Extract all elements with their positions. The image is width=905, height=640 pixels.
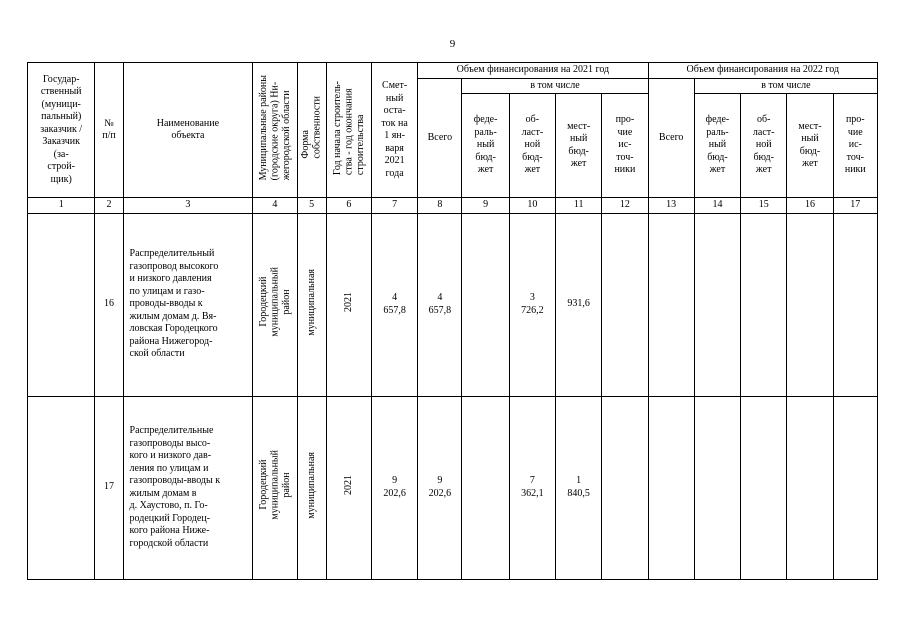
local-2022-value [787, 213, 833, 396]
column-number: 5 [297, 198, 326, 214]
header-federal-2021: феде- раль- ный бюд- жет [462, 94, 509, 198]
header-federal-2022: феде- раль- ный бюд- жет [694, 94, 740, 198]
object-name: Распределительные газопроводы высо- кого и низкого дав- ления по улицам и газопроводы-вводы к жилым домам в д. Хаустово, п. Го- родецкий Городец- кого района Ниже- городской области [123, 396, 253, 579]
header-district-text: Муниципальные районы (городские округа) Ни- жегородской области [257, 75, 292, 181]
years-text: 2021 [343, 292, 355, 313]
header-other-2022: про- чие ис- точ- ники [833, 94, 877, 198]
regional-2021-value: 3 726,2 [509, 213, 555, 396]
column-number: 12 [602, 198, 648, 214]
years-text: 2021 [343, 475, 355, 496]
ownership-text: муниципальная [305, 268, 317, 336]
federal-2021-value [462, 213, 509, 396]
regional-2022-value [741, 213, 787, 396]
ownership-cell [297, 396, 326, 579]
total-2022-value [648, 213, 694, 396]
local-2021-value: 1 840,5 [556, 396, 602, 579]
column-number: 10 [509, 198, 555, 214]
regional-2022-value [741, 396, 787, 579]
header-local-2021: мест- ный бюд- жет [556, 94, 602, 198]
other-2021-value [602, 213, 648, 396]
years-cell [326, 396, 371, 579]
district-cell [253, 396, 297, 579]
page-number: 9 [449, 38, 456, 50]
column-number: 6 [326, 198, 371, 214]
table-row [28, 213, 878, 396]
customer-cell [28, 213, 95, 396]
header-including-2022: в том числе [694, 78, 877, 94]
other-2022-value [833, 396, 877, 579]
column-number: 3 [123, 198, 253, 214]
header-regional-2021: об- ласт- ной бюд- жет [509, 94, 555, 198]
header-including-2021: в том числе [462, 78, 648, 94]
federal-2022-value [694, 396, 740, 579]
header-other-2021: про- чие ис- точ- ники [602, 94, 648, 198]
customer-cell [28, 396, 95, 579]
header-fin-2021: Объем финансирования на 2021 год [418, 63, 648, 79]
header-estimate: Смет- ный оста- ток на 1 ян- варя 2021 года [371, 63, 417, 198]
federal-2022-value [694, 213, 740, 396]
header-fin-2022: Объем финансирования на 2022 год [648, 63, 877, 79]
header-customer: Государ- ственный (муници- пальный) заказчик / Заказчик (за- строй- щик) [28, 63, 95, 198]
column-number-row [28, 198, 878, 214]
column-number: 8 [418, 198, 462, 214]
header-ownership [297, 63, 326, 198]
column-number: 7 [371, 198, 417, 214]
federal-2021-value [462, 396, 509, 579]
column-number: 14 [694, 198, 740, 214]
local-2022-value [787, 396, 833, 579]
estimate-value: 9 202,6 [371, 396, 417, 579]
table-row [28, 396, 878, 579]
header-total-2022: Всего [648, 78, 694, 198]
header-regional-2022: об- ласт- ной бюд- жет [741, 94, 787, 198]
ownership-cell [297, 213, 326, 396]
total-2021-value: 4 657,8 [418, 213, 462, 396]
column-number: 13 [648, 198, 694, 214]
financing-table [27, 62, 878, 580]
header-district [253, 63, 297, 198]
regional-2021-value: 7 362,1 [509, 396, 555, 579]
years-cell [326, 213, 371, 396]
header-ownership-text: Форма собственности [300, 96, 323, 160]
column-number: 16 [787, 198, 833, 214]
row-number: 17 [95, 396, 123, 579]
district-text: Городецкий муниципальный район [257, 267, 292, 338]
header-years [326, 63, 371, 198]
district-cell [253, 213, 297, 396]
column-number: 1 [28, 198, 95, 214]
column-number: 2 [95, 198, 123, 214]
row-number: 16 [95, 213, 123, 396]
estimate-value: 4 657,8 [371, 213, 417, 396]
ownership-text: муниципальная [305, 451, 317, 519]
column-number: 9 [462, 198, 509, 214]
column-number: 4 [253, 198, 297, 214]
header-number: № п/п [95, 63, 123, 198]
header-object-name: Наименование объекта [123, 63, 253, 198]
other-2022-value [833, 213, 877, 396]
column-number: 17 [833, 198, 877, 214]
column-number: 11 [556, 198, 602, 214]
local-2021-value: 931,6 [556, 213, 602, 396]
header-years-text: Год начала строитель- ства - год окончания строительства [331, 80, 366, 175]
object-name: Распределительный газопровод высокого и низкого давления по улицам и газо- проводы-вводы к жилым домам д. Вя- ловская Городецкого района Нижегород- ской области [123, 213, 253, 396]
header-local-2022: мест- ный бюд- жет [787, 94, 833, 198]
total-2022-value [648, 396, 694, 579]
other-2021-value [602, 396, 648, 579]
total-2021-value: 9 202,6 [418, 396, 462, 579]
column-number: 15 [741, 198, 787, 214]
district-text: Городецкий муниципальный район [257, 450, 292, 521]
header-total-2021: Всего [418, 78, 462, 198]
